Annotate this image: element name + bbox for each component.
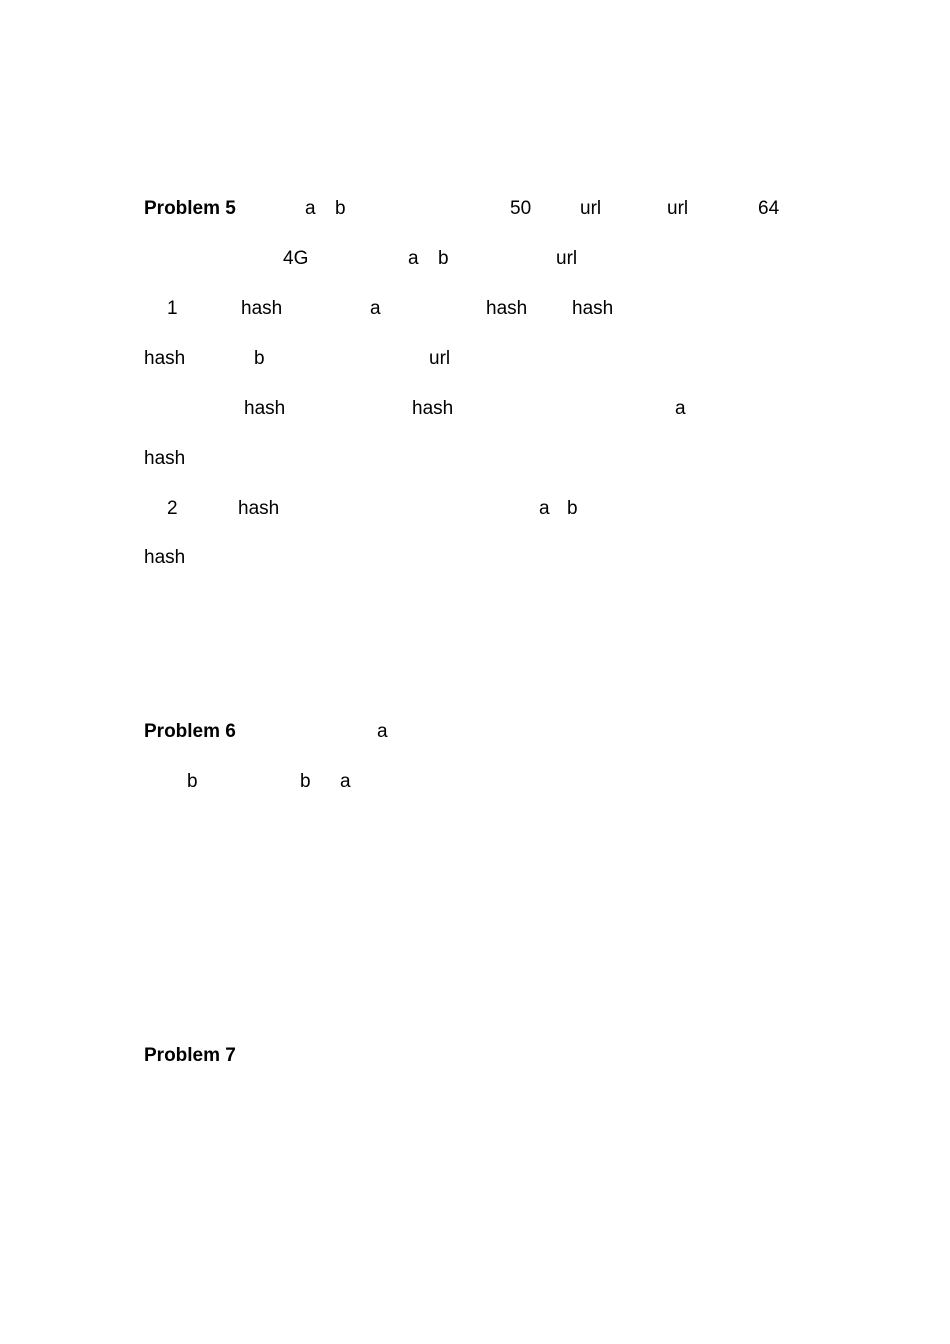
text-fragment: b <box>438 248 449 269</box>
text-fragment: hash <box>572 298 614 319</box>
text-fragment: url <box>580 198 602 219</box>
text-fragment: b <box>187 771 198 792</box>
text-fragment: url <box>429 348 451 369</box>
problem-6-line-1 <box>0 717 950 747</box>
text-fragment: a <box>370 298 381 319</box>
problem-5-line-8 <box>0 543 950 573</box>
problem-5-line-6 <box>0 444 950 474</box>
problem-6-line-2 <box>0 767 950 797</box>
problem-5-line-4 <box>0 344 950 374</box>
text-fragment: a <box>675 398 686 419</box>
text-fragment: url <box>667 198 689 219</box>
text-fragment: a <box>408 248 419 269</box>
problem-5-heading: Problem 5 <box>144 198 236 219</box>
text-fragment: a <box>340 771 351 792</box>
problem-5-line-2 <box>0 244 950 274</box>
problem-5-line-1 <box>0 194 950 224</box>
text-fragment: hash <box>486 298 528 319</box>
text-fragment: 4G <box>283 248 309 269</box>
text-fragment: hash <box>412 398 454 419</box>
text-fragment: hash <box>144 348 186 369</box>
text-fragment: b <box>567 498 578 519</box>
text-fragment: 64 <box>758 198 780 219</box>
text-fragment: 2 <box>167 498 178 519</box>
text-fragment: b <box>254 348 265 369</box>
problem-5-line-5 <box>0 394 950 424</box>
text-fragment: hash <box>244 398 286 419</box>
text-fragment: hash <box>144 448 186 469</box>
problem-7-line-1 <box>0 1041 950 1071</box>
text-fragment: hash <box>241 298 283 319</box>
text-fragment: a <box>377 721 388 742</box>
text-fragment: 1 <box>167 298 178 319</box>
text-fragment: hash <box>238 498 280 519</box>
problem-7-heading: Problem 7 <box>144 1045 236 1066</box>
text-fragment: a <box>539 498 550 519</box>
problem-5-line-7 <box>0 494 950 524</box>
problem-5-line-3 <box>0 294 950 324</box>
problem-6-heading: Problem 6 <box>144 721 236 742</box>
text-fragment: a <box>305 198 316 219</box>
text-fragment: b <box>335 198 346 219</box>
text-fragment: 50 <box>510 198 532 219</box>
text-fragment: b <box>300 771 311 792</box>
text-fragment: hash <box>144 547 186 568</box>
text-fragment: url <box>556 248 578 269</box>
